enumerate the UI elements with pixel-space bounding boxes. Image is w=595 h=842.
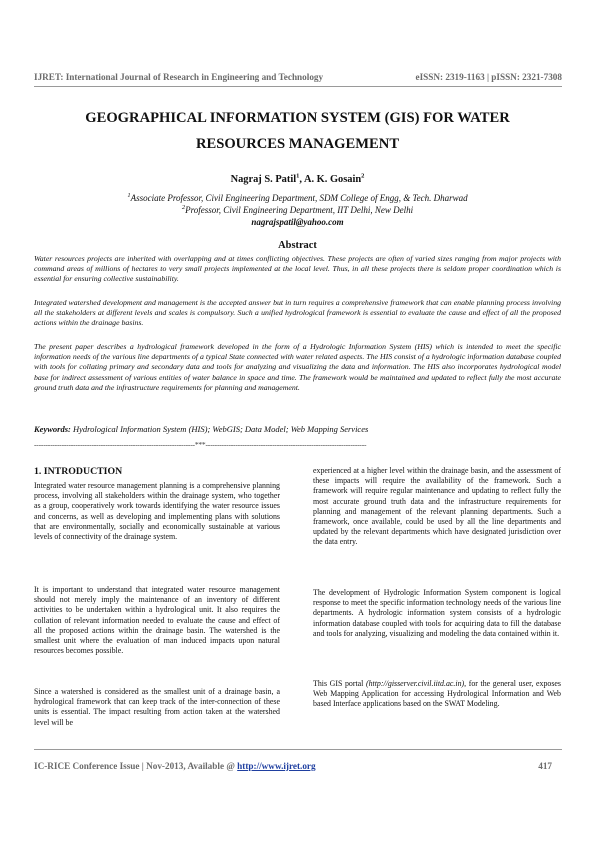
- body-paragraph: It is important to understand that integrated water resource management should not merely imply the maintenance of an inventory of different activities to be undertaken within a hydrological unit. It also requires the collation of relevant information needed to evaluate the cause and effect of all the proposed actions within the drainage basin. The watershed is the smallest unit where the evaluation of man induced impacts upon natural resources becomes possible.: [34, 585, 280, 656]
- abstract-heading: Abstract: [278, 240, 317, 251]
- conference-info: IC-RICE Conference Issue | Nov-2013, Available @: [34, 761, 238, 771]
- body-paragraph: Integrated water resource management planning is a comprehensive planning process, involving all stakeholders within the drainage system, who together as a group, cooperatively work towards identifying the water resource issues and concerns, as well as developing and implementing plans with solutions that are environmentally, socially and economically sustainable at various levels of connectivity of the drainage system.: [34, 481, 280, 542]
- affiliation-1: [40, 193, 555, 203]
- paper-title: GEOGRAPHICAL INFORMATION SYSTEM (GIS) FOR WATER RESOURCES MANAGEMENT: [85, 110, 510, 152]
- author-name: Nagraj S. Patil: [230, 174, 297, 185]
- affiliation-2: [40, 205, 555, 215]
- body-paragraph: [313, 679, 561, 710]
- section-separator: ----------------------------------------------------------------------***----------------------------------------------------------------------: [34, 440, 367, 449]
- footer-source: [34, 761, 316, 773]
- affiliation-text: Associate Professor, Civil Engineering Department, SDM College of Engg, & Tech. Dharwad: [130, 193, 468, 203]
- footer-divider: [34, 749, 562, 750]
- journal-name: IJRET: International Journal of Research in Engineering and Technology: [34, 72, 324, 82]
- body-paragraph: experienced at a higher level within the drainage basin, and the assessment of these impacts will require the availability of the framework. Such a framework will require regular maintenance and updating to reflect fully the most accurate ground truth data and the infrastructure requirements for planning and management of the relevant planning departments. Such a framework, once available, could be used by all the line departments and updated by the relevant departments which have designated jurisdiction over the data entry.: [313, 466, 561, 547]
- running-footer: [34, 761, 562, 773]
- affiliation-sup: 1: [127, 192, 131, 199]
- portal-url[interactable]: (http://gisserver.civil.iitd.ac.in),: [365, 679, 467, 688]
- abstract-paragraph: Integrated watershed development and management is the accepted answer but in turn requires a comprehensive framework that can enable planning process involving all the stakeholders at different levels and scales is compulsory. Such a unified hydrological framework is essential to evaluate the cause and effect of all the proposed actions within the drainage basins.: [34, 298, 561, 328]
- issn: eISSN: 2319-1163 | pISSN: 2321-7308: [415, 72, 562, 82]
- header-divider: [34, 86, 562, 87]
- paragraph-text: for the general user, exposes Web Mapping Application for accessing Hydrological Information and Web based Interface applications based on the SWAT Modeling.: [313, 679, 561, 709]
- page-number: 417: [538, 761, 552, 771]
- keywords-text: Hydrological Information System (HIS); WebGIS; Data Model; Web Mapping Services: [70, 424, 369, 434]
- author-sup: 1: [296, 172, 300, 180]
- abstract-paragraph: The present paper describes a hydrological framework developed in the form of a Hydrologic Information System (HIS) which is intended to meet the specific information needs of the various line departments of a typical State connected with water related aspects. The HIS consist of a hydrologic information database coupled with tools for collating primary and secondary data and tools for analyzing and visualizing the data and information. The HIS also incorporates hydrological model base for indirect assessment of various entities of water balance in space and time. The framework would be maintained and updated to reflect fully the most accurate ground truth data and the infrastructure requirements for planning and management.: [34, 342, 561, 392]
- journal-link[interactable]: http://www.ijret.org: [237, 761, 316, 771]
- author-name: A. K. Gosain: [303, 174, 362, 185]
- authors-line: [40, 174, 555, 185]
- author-email: nagrajspatil@yahoo.com: [251, 217, 344, 227]
- running-header: [34, 72, 562, 84]
- affiliation-sup: 2: [181, 204, 186, 211]
- author-separator: ,: [299, 174, 304, 185]
- affiliation-text: Professor, Civil Engineering Department, IIT Delhi, New Delhi: [185, 205, 414, 215]
- abstract-paragraph: Water resources projects are inherited with overlapping and at times conflicting objectives. These projects are often of varied sizes ranging from major projects with command areas of millions of hectares to very small projects implemented at the local level. Thus, in all these projects there is seldom proper coordination which is essential for ensuring collective sustainability.: [34, 254, 561, 284]
- body-paragraph: The development of Hydrologic Information System component is logical response to meet the specific information technology needs of the various line departments. A hydrologic information system consists of a hydrologic information database coupled with tools for acquiring data to fill the database and tools for analyzing, visualizing and modeling the data contained within it.: [313, 588, 561, 638]
- keywords-label: Keywords:: [34, 424, 71, 434]
- body-paragraph: Since a watershed is considered as the smallest unit of a drainage basin, a hydrological framework that can keep track of the inter-connection of these units is essential. The impact resulting from action taken at the watershed level will be: [34, 687, 280, 727]
- keywords-line: [34, 424, 561, 434]
- section-heading-introduction: 1. INTRODUCTION: [34, 466, 123, 477]
- author-sup: 2: [361, 172, 365, 180]
- paragraph-text: This GIS portal: [313, 679, 366, 688]
